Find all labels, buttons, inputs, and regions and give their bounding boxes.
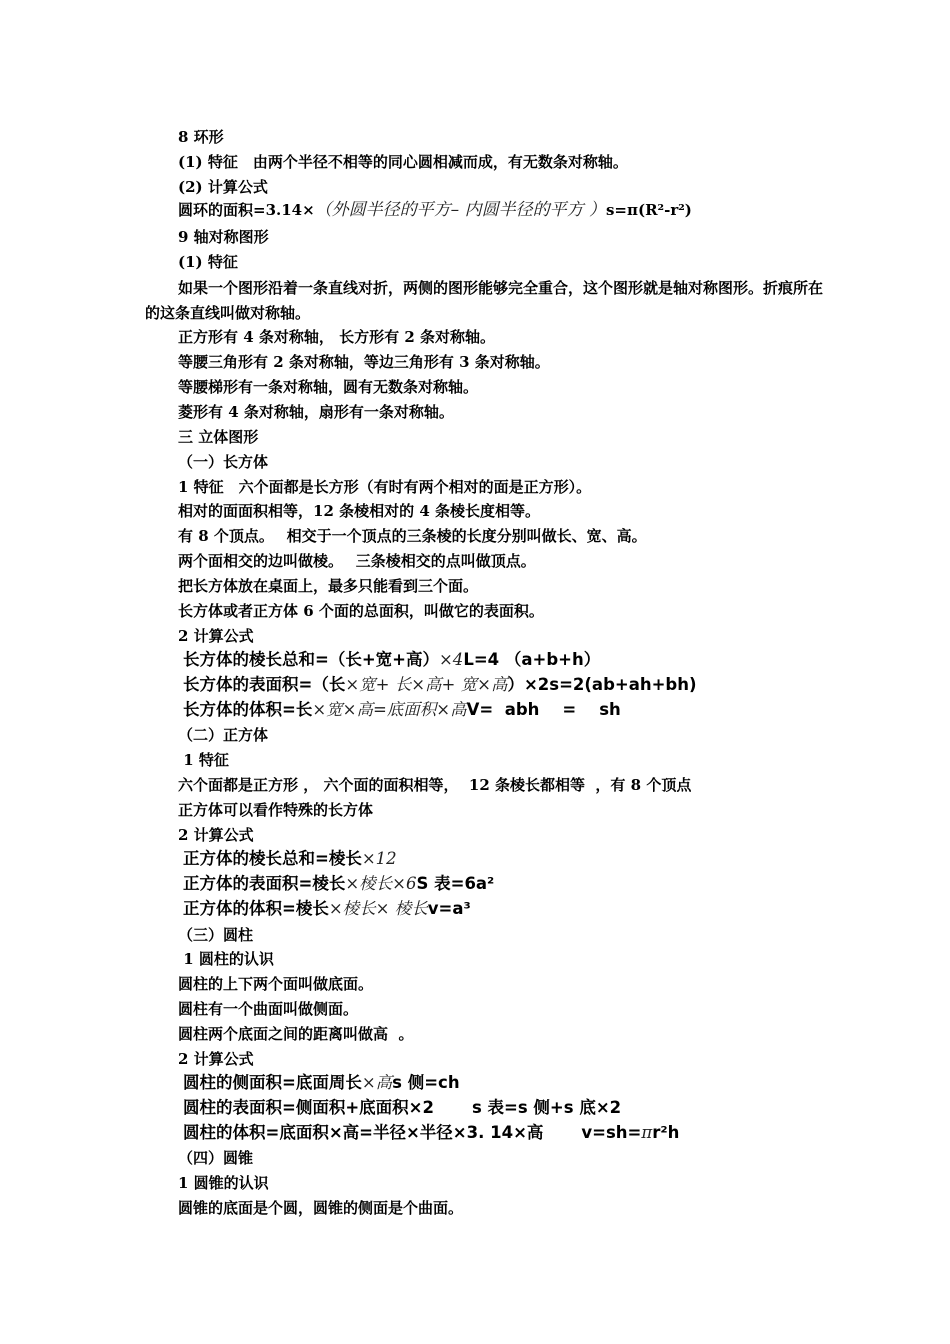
text-line: 正方形有 4 条对称轴， 长方形有 2 条对称轴。 <box>178 328 495 346</box>
formula-part: 圆柱的侧面积=底面周长 <box>183 1073 362 1092</box>
text-line: 把长方体放在桌面上，最多只能看到三个面。 <box>178 577 479 595</box>
formula-part: r²h <box>652 1123 680 1142</box>
formula-part: 长方体的体积=长 <box>183 700 313 719</box>
subheading: 2 计算公式 <box>178 826 254 844</box>
subheading: （三）圆柱 <box>178 926 254 944</box>
formula-part: v=a³ <box>427 899 471 918</box>
paragraph: 如果一个图形沿着一条直线对折，两侧的图形能够完全重合，这个图形就是轴对称图形。折痕所在的这条直线叫做对称轴。 <box>145 279 824 322</box>
text-line: 相对的面面积相等，12 条棱相对的 4 条棱长度相等。 <box>178 502 540 520</box>
subheading: 1 圆锥的认识 <box>178 1174 269 1192</box>
formula-part: π <box>641 1123 653 1142</box>
formula-part: （外圆半径的平方– 内圆半径的平方 ） <box>314 200 606 220</box>
formula-cube-volume <box>183 899 471 919</box>
formula-part: 正方体的棱长总和=棱长 <box>183 849 362 868</box>
subheading: (2) 计算公式 <box>178 178 268 196</box>
formula-cube-edges <box>183 849 397 869</box>
subheading: （四）圆锥 <box>178 1149 254 1167</box>
formula-cuboid-surface <box>183 675 697 695</box>
subheading: 2 计算公式 <box>178 627 254 645</box>
formula-part: S 表=6a² <box>416 874 495 893</box>
formula-part: v=sh= <box>581 1123 642 1142</box>
text-line: 圆柱的上下两个面叫做底面。 <box>178 975 374 993</box>
subheading: 1 圆柱的认识 <box>178 950 274 968</box>
formula-part: ）×2 <box>507 675 550 694</box>
subheading: （一）长方体 <box>178 453 269 471</box>
formula-part: ×宽×高=底面积×高 <box>312 700 467 719</box>
formula-part: V= abh = sh <box>466 700 621 719</box>
formula-cylinder-surface <box>183 1098 621 1118</box>
formula-cylinder-lateral <box>183 1073 460 1093</box>
formula-part: 正方体的体积=棱长 <box>183 899 329 918</box>
text-line: (1) 特征 由两个半径不相等的同心圆相减而成，有无数条对称轴。 <box>178 153 628 171</box>
subheading: （二）正方体 <box>178 726 269 744</box>
formula-part: ×棱长× 棱长 <box>328 899 428 918</box>
heading-ring: 8 环形 <box>178 128 224 146</box>
text-line: 正方体可以看作特殊的长方体 <box>178 801 374 819</box>
formula-part: ×高 <box>361 1073 393 1092</box>
formula-part: s 侧=ch <box>392 1073 460 1092</box>
formula-part: 圆环的面积=3.14× <box>178 201 315 219</box>
text-line: 六个面都是正方形 ， 六个面的面积相等， 12 条棱长都相等 ，有 8 个顶点 <box>178 776 692 794</box>
formula-ring-area <box>178 200 692 220</box>
formula-cylinder-volume <box>183 1123 679 1143</box>
formula-part: ×4 <box>438 650 464 669</box>
formula-cuboid-edges <box>183 650 600 670</box>
heading-axis-symmetry: 9 轴对称图形 <box>178 228 269 246</box>
text-line: 等腰三角形有 2 条对称轴，等边三角形有 3 条对称轴。 <box>178 353 550 371</box>
formula-part: 长方体的棱长总和=（长+宽+高） <box>183 650 439 669</box>
text-line: 圆柱两个底面之间的距离叫做高 。 <box>178 1025 414 1043</box>
text-line: 等腰梯形有一条对称轴，圆有无数条对称轴。 <box>178 378 479 396</box>
text-line: 圆柱有一个曲面叫做侧面。 <box>178 1000 359 1018</box>
formula-part: 圆柱的表面积=侧面积+底面积×2 <box>183 1098 434 1117</box>
text-line: 圆锥的底面是个圆，圆锥的侧面是个曲面。 <box>178 1199 464 1217</box>
formula-part: s 表=s 侧+s 底×2 <box>471 1098 622 1117</box>
formula-part: s=2(ab+ah+bh) <box>549 675 697 694</box>
formula-cube-surface <box>183 874 494 894</box>
text-line: 有 8 个顶点。 相交于一个顶点的三条棱的长度分别叫做长、宽、高。 <box>178 527 647 545</box>
formula-part: ×宽+ 长×高+ 宽×高 <box>345 675 508 694</box>
text-line: 两个面相交的边叫做棱。 三条棱相交的点叫做顶点。 <box>178 552 536 570</box>
formula-part: 长方体的表面积=（长 <box>183 675 346 694</box>
formula-cuboid-volume <box>183 700 621 720</box>
subheading: 1 特征 <box>178 751 229 769</box>
subheading: (1) 特征 <box>178 253 238 271</box>
formula-part: L=4 （a+b+h） <box>463 650 601 669</box>
subheading: 2 计算公式 <box>178 1050 254 1068</box>
formula-part: 正方体的表面积=棱长 <box>183 874 346 893</box>
formula-part: s=π(R²-r²) <box>605 201 692 219</box>
formula-part: ×12 <box>361 849 397 868</box>
text-line: 1 特征 六个面都是长方形（有时有两个相对的面是正方形）。 <box>178 478 592 496</box>
formula-part: 圆柱的体积=底面积×高=半径×半径×3. 14×高 <box>183 1123 544 1142</box>
text-line: 长方体或者正方体 6 个面的总面积，叫做它的表面积。 <box>178 602 544 620</box>
section-heading: 三 立体图形 <box>178 428 259 446</box>
text-line: 菱形有 4 条对称轴，扇形有一条对称轴。 <box>178 403 454 421</box>
formula-part: ×棱长×6 <box>345 874 417 893</box>
